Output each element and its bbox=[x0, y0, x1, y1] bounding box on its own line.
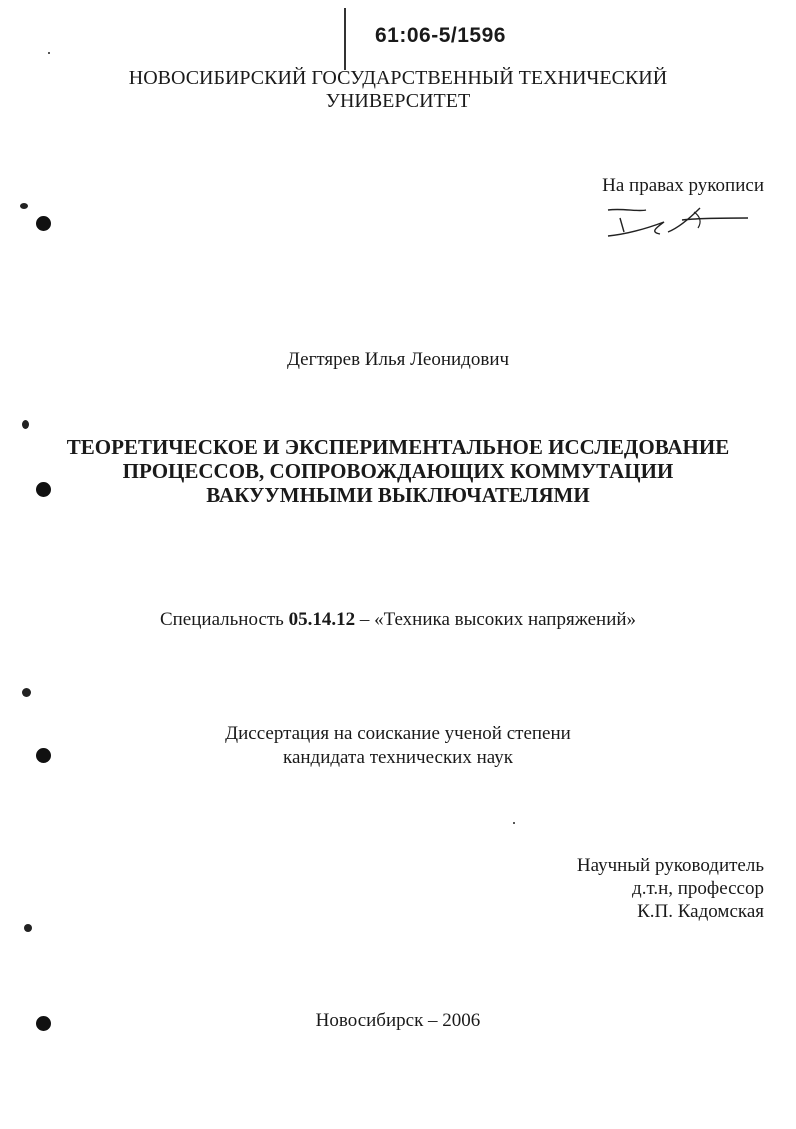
institution-name-line1: НОВОСИБИРСКИЙ ГОСУДАРСТВЕННЫЙ ТЕХНИЧЕСКИЙ bbox=[128, 67, 668, 89]
manuscript-rights-note: На правах рукописи bbox=[602, 175, 764, 196]
scan-speck bbox=[22, 688, 31, 697]
specialty-line bbox=[0, 609, 796, 631]
city-year: Новосибирск – 2006 bbox=[315, 1010, 481, 1031]
specialty-code: 05.14.12 bbox=[288, 609, 356, 630]
advisor-role: Научный руководитель bbox=[576, 855, 764, 876]
degree-statement-line2: кандидата технических наук bbox=[283, 747, 513, 768]
advisor-degree: д.т.н, профессор bbox=[632, 878, 764, 899]
binder-hole-3 bbox=[36, 748, 51, 763]
specialty-name: – «Техника высоких напряжений» bbox=[355, 609, 637, 630]
scan-speck bbox=[24, 924, 32, 932]
scan-speck bbox=[48, 52, 50, 54]
binder-hole-4 bbox=[36, 1016, 51, 1031]
dissertation-title-line1: ТЕОРЕТИЧЕСКОЕ И ЭКСПЕРИМЕНТАЛЬНОЕ ИССЛЕДОВАНИЕ bbox=[66, 435, 730, 459]
degree-statement-line1: Диссертация на соискание ученой степени bbox=[225, 723, 571, 744]
dissertation-title-line2: ПРОЦЕССОВ, СОПРОВОЖДАЮЩИХ КОММУТАЦИИ bbox=[122, 459, 674, 483]
scan-speck bbox=[20, 203, 28, 209]
dissertation-title-line3: ВАКУУМНЫМИ ВЫКЛЮЧАТЕЛЯМИ bbox=[206, 483, 590, 507]
institution-name-line2: УНИВЕРСИТЕТ bbox=[325, 90, 471, 112]
author-name: Дегтярев Илья Леонидович bbox=[286, 349, 510, 370]
archive-stamp-code: 61:06-5/1596 bbox=[375, 24, 506, 47]
stamp-divider-line bbox=[344, 8, 346, 70]
binder-hole-2 bbox=[36, 482, 51, 497]
binder-hole-1 bbox=[36, 216, 51, 231]
specialty-prefix: Специальность bbox=[159, 609, 289, 630]
author-signature bbox=[598, 198, 758, 248]
scan-speck bbox=[513, 822, 515, 824]
advisor-name: К.П. Кадомская bbox=[637, 901, 764, 922]
scan-speck bbox=[22, 420, 29, 429]
